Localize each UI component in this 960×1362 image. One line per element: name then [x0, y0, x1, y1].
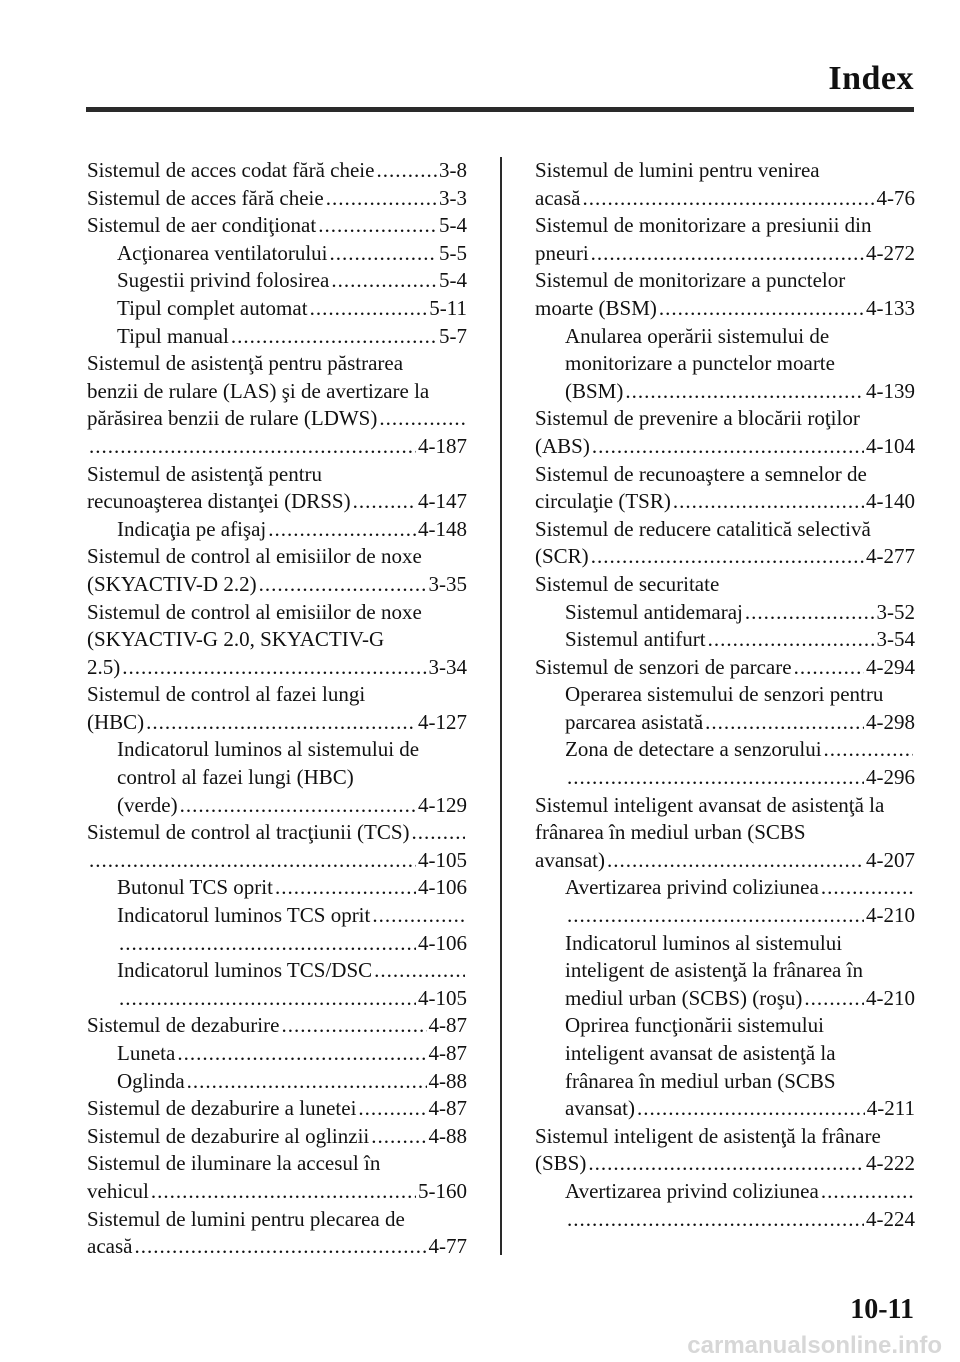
dot-leader	[231, 323, 437, 351]
index-entry	[535, 267, 915, 295]
page-reference: 3-8	[439, 158, 467, 182]
dot-leader	[151, 1178, 416, 1206]
index-subentry	[535, 764, 915, 792]
dot-leader	[372, 902, 465, 930]
header-rule	[86, 107, 914, 112]
index-entry	[535, 1123, 915, 1151]
page-reference: 4-105	[418, 985, 467, 1010]
dot-leader	[591, 543, 864, 571]
entry-text: Sistemul de control al emisiilor de noxe	[87, 544, 422, 569]
page-reference: 3-3	[439, 185, 467, 210]
entry-text: acasă	[535, 185, 581, 210]
page-reference: 4-210	[866, 985, 915, 1010]
entry-text: Sugestii privind folosirea	[117, 268, 330, 293]
index-entry	[535, 792, 915, 820]
index-entry	[535, 157, 915, 185]
dot-leader	[122, 654, 426, 682]
entry-text: frânarea în mediul urban (SCBS	[535, 820, 806, 845]
page-reference: 3-34	[428, 654, 467, 679]
page-reference: 4-224	[866, 1206, 915, 1231]
page-reference: 5-7	[439, 323, 467, 348]
entry-text: acasă	[87, 1234, 133, 1259]
dot-leader	[567, 902, 864, 930]
entry-text: (SBS)	[535, 1151, 587, 1176]
index-subentry	[535, 1068, 915, 1096]
entry-text: frânarea în mediul urban (SCBS	[565, 1068, 836, 1093]
page-reference: 4-88	[428, 1123, 467, 1148]
index-entry	[535, 405, 915, 433]
entry-text: Indicatorul luminos TCS oprit	[117, 903, 371, 928]
index-entry	[87, 1206, 467, 1234]
entry-text: (verde)	[117, 792, 178, 817]
dot-leader	[268, 516, 416, 544]
entry-text: Sistemul de lumini pentru venirea	[535, 158, 820, 182]
entry-text: Luneta	[117, 1041, 176, 1065]
dot-leader	[659, 295, 864, 323]
index-entry	[87, 819, 467, 847]
index-entry	[535, 433, 915, 461]
page-reference: 5-4	[439, 213, 467, 238]
entry-text: Acţionarea ventilatorului	[117, 240, 328, 265]
page-reference: 5-160	[418, 1178, 467, 1203]
page-reference: 3-54	[876, 627, 915, 652]
index-subentry	[87, 240, 467, 268]
page-reference: 4-294	[866, 654, 915, 679]
entry-text: benzii de rulare (LAS) şi de avertizare la	[87, 378, 430, 403]
index-subentry	[535, 1178, 915, 1206]
entry-text: Sistemul inteligent avansat de asistenţă la	[535, 792, 885, 817]
entry-text: Sistemul de acces fără cheie	[87, 185, 324, 210]
index-subentry	[535, 1206, 915, 1234]
index-entry	[87, 157, 467, 185]
dot-leader	[625, 378, 864, 406]
index-subentry	[87, 985, 467, 1013]
entry-text: inteligent de asistenţă la frânarea în	[565, 958, 863, 983]
page-reference: 4-148	[418, 516, 467, 541]
dot-leader	[89, 433, 416, 461]
entry-text: Sistemul inteligent de asistenţă la frânare	[535, 1123, 881, 1148]
page-reference: 4-104	[866, 433, 915, 458]
dot-leader	[588, 1150, 864, 1178]
index-entry	[535, 654, 915, 682]
index-entry	[87, 543, 467, 571]
dot-leader	[794, 654, 864, 682]
index-subentry	[535, 1095, 915, 1123]
page-reference: 4-87	[428, 1096, 467, 1121]
index-subentry	[535, 378, 915, 406]
dot-leader	[607, 847, 864, 875]
dot-leader	[310, 295, 428, 323]
page-reference: 3-35	[428, 571, 467, 596]
index-entry	[87, 599, 467, 627]
index-entry	[535, 543, 915, 571]
index-entry	[87, 185, 467, 213]
page-reference: 4-222	[866, 1151, 915, 1176]
entry-text: Sistemul de securitate	[535, 571, 720, 596]
index-entry	[87, 212, 467, 240]
dot-leader	[708, 626, 875, 654]
entry-text: Sistemul de dezaburire a lunetei	[87, 1096, 357, 1121]
entry-text: circulaţie (TSR)	[535, 489, 671, 514]
page-reference: 5-4	[439, 268, 467, 293]
index-entry	[87, 847, 467, 875]
entry-text: Sistemul de monitorizare a punctelor	[535, 268, 846, 293]
index-entry	[87, 1178, 467, 1206]
dot-leader	[119, 985, 416, 1013]
section-title: Index	[828, 60, 914, 97]
index-subentry	[535, 323, 915, 351]
page-reference: 4-207	[866, 847, 915, 872]
entry-text: (ABS)	[535, 433, 590, 458]
index-subentry	[87, 323, 467, 351]
entry-text: Sistemul de control al fazei lungi	[87, 682, 366, 707]
entry-text: control al fazei lungi (HBC)	[117, 765, 354, 790]
page-reference: 4-88	[428, 1068, 467, 1093]
index-subentry	[535, 626, 915, 654]
dot-leader	[259, 571, 427, 599]
entry-text: Sistemul de dezaburire	[87, 1013, 280, 1038]
page-reference: 4-187	[418, 433, 467, 458]
entry-text: (SKYACTIV-D 2.2)	[87, 571, 257, 596]
page-reference: 4-133	[866, 295, 915, 320]
entry-text: pneuri	[535, 240, 589, 265]
entry-text: (SCR)	[535, 544, 589, 569]
index-entry	[535, 847, 915, 875]
entry-text: Sistemul de senzori de parcare	[535, 654, 792, 679]
dot-leader	[371, 1123, 426, 1151]
dot-leader	[358, 1095, 426, 1123]
entry-text: Tipul manual	[117, 323, 229, 348]
index-entry	[87, 488, 467, 516]
page-reference: 4-87	[428, 1013, 467, 1038]
index-entry	[87, 461, 467, 489]
index-subentry	[535, 350, 915, 378]
column-divider	[500, 157, 502, 1255]
index-entry	[87, 1233, 467, 1261]
page-reference: 4-147	[418, 489, 467, 514]
page-reference: 4-106	[418, 875, 467, 900]
page-reference: 4-77	[428, 1234, 467, 1259]
entry-text: recunoaşterea distanţei (DRSS)	[87, 489, 351, 514]
page-reference: 4-296	[866, 765, 915, 790]
index-entry	[535, 819, 915, 847]
page-reference: 4-210	[866, 903, 915, 928]
entry-text: Zona de detectare a senzorului	[565, 737, 822, 762]
entry-text: vehicul	[87, 1178, 149, 1203]
entry-text: Oglinda	[117, 1068, 185, 1093]
page-reference: 4-272	[866, 240, 915, 265]
index-subentry	[535, 1012, 915, 1040]
index-subentry	[87, 874, 467, 902]
entry-text: Sistemul de asistenţă pentru păstrarea	[87, 351, 404, 376]
entry-text: Operarea sistemului de senzori pentru	[565, 682, 884, 707]
index-subentry	[87, 516, 467, 544]
index-column-right	[535, 157, 915, 1233]
dot-leader	[567, 764, 864, 792]
page-reference: 4-87	[428, 1041, 467, 1065]
entry-text: Sistemul de acces codat fără cheie	[87, 158, 375, 182]
index-subentry	[87, 930, 467, 958]
page-reference: 4-106	[418, 930, 467, 955]
page-reference: 4-105	[418, 847, 467, 872]
index-subentry	[535, 681, 915, 709]
dot-leader	[318, 212, 437, 240]
entry-text: avansat)	[535, 847, 605, 872]
page-reference: 4-211	[866, 1096, 915, 1121]
index-entry	[87, 709, 467, 737]
index-entry	[87, 1150, 467, 1178]
index-entry	[87, 681, 467, 709]
index-entry	[535, 212, 915, 240]
entry-text: (SKYACTIV-G 2.0, SKYACTIV-G	[87, 627, 385, 652]
index-entry	[87, 1095, 467, 1123]
index-entry	[535, 1150, 915, 1178]
page-reference: 4-298	[866, 709, 915, 734]
index-entry	[87, 1123, 467, 1151]
entry-text: Sistemul antifurt	[565, 627, 706, 652]
entry-text: Sistemul de recunoaştere a semnelor de	[535, 461, 867, 486]
index-entry	[535, 185, 915, 213]
dot-leader	[821, 1178, 913, 1206]
page-reference: 5-11	[429, 295, 467, 320]
index-entry	[87, 654, 467, 682]
index-subentry	[87, 736, 467, 764]
entry-text: monitorizare a punctelor moarte	[565, 351, 835, 376]
index-subentry	[535, 736, 915, 764]
dot-leader	[330, 240, 437, 268]
page-number: 10-11	[850, 1294, 914, 1325]
index-subentry	[535, 1040, 915, 1068]
page-reference: 4-76	[876, 185, 915, 210]
dot-leader	[281, 1012, 426, 1040]
index-subentry	[535, 930, 915, 958]
entry-text: inteligent avansat de asistenţă la	[565, 1041, 836, 1065]
index-entry	[535, 461, 915, 489]
index-subentry	[535, 957, 915, 985]
dot-leader	[705, 709, 864, 737]
entry-text: Sistemul de asistenţă pentru	[87, 461, 323, 486]
entry-text: Tipul complet automat	[117, 295, 308, 320]
dot-leader	[824, 736, 913, 764]
entry-text: Indicatorul luminos al sistemului	[565, 930, 843, 955]
dot-leader	[379, 405, 465, 433]
dot-leader	[376, 157, 437, 185]
index-entry	[87, 378, 467, 406]
dot-leader	[331, 267, 437, 295]
watermark: carmanualsonline.info	[687, 1332, 942, 1359]
dot-leader	[821, 874, 913, 902]
index-entry	[535, 516, 915, 544]
page-reference: 4-129	[418, 792, 467, 817]
index-entry	[87, 1012, 467, 1040]
page-reference: 4-127	[418, 709, 467, 734]
index-subentry	[87, 267, 467, 295]
index-entry	[87, 626, 467, 654]
entry-text: Oprirea funcţionării sistemului	[565, 1013, 824, 1038]
dot-leader	[637, 1095, 865, 1123]
dot-leader	[187, 1068, 427, 1096]
index-entry	[535, 240, 915, 268]
index-entry	[87, 571, 467, 599]
dot-leader	[591, 240, 864, 268]
dot-leader	[592, 433, 864, 461]
dot-leader	[374, 957, 465, 985]
entry-text: Anularea operării sistemului de	[565, 323, 830, 348]
index-subentry	[87, 764, 467, 792]
page-reference: 4-140	[866, 489, 915, 514]
entry-text: Indicatorul luminos al sistemului de	[117, 737, 420, 762]
entry-text: părăsirea benzii de rulare (LDWS)	[87, 406, 378, 431]
dot-leader	[180, 792, 416, 820]
index-subentry	[535, 709, 915, 737]
index-subentry	[87, 295, 467, 323]
dot-leader	[146, 709, 416, 737]
page-reference: 4-139	[866, 378, 915, 403]
index-entry	[535, 488, 915, 516]
page-reference: 3-52	[876, 599, 915, 624]
index-subentry	[87, 957, 467, 985]
dot-leader	[275, 874, 416, 902]
index-subentry	[535, 599, 915, 627]
entry-text: Sistemul de reducere catalitică selectivă	[535, 516, 871, 541]
entry-text: Indicaţia pe afişaj	[117, 516, 267, 541]
entry-text: avansat)	[565, 1096, 635, 1121]
index-entry	[87, 350, 467, 378]
entry-text: (BSM)	[565, 378, 624, 403]
index-subentry	[87, 1068, 467, 1096]
dot-leader	[673, 488, 864, 516]
dot-leader	[353, 488, 416, 516]
dot-leader	[582, 185, 874, 213]
entry-text: Sistemul de dezaburire al oglinzii	[87, 1123, 370, 1148]
index-entry	[87, 433, 467, 461]
dot-leader	[745, 599, 875, 627]
index-subentry	[535, 985, 915, 1013]
entry-text: (HBC)	[87, 709, 145, 734]
dot-leader	[119, 930, 416, 958]
index-column-left	[87, 157, 467, 1261]
entry-text: Butonul TCS oprit	[117, 875, 273, 900]
page-reference: 5-5	[439, 240, 467, 265]
dot-leader	[177, 1040, 426, 1068]
entry-text: Avertizarea privind coliziunea	[565, 1178, 819, 1203]
entry-text: moarte (BSM)	[535, 295, 657, 320]
index-subentry	[87, 1040, 467, 1068]
entry-text: Sistemul de control al tracţiunii (TCS)	[87, 820, 410, 845]
dot-leader	[567, 1206, 864, 1234]
entry-text: Sistemul de prevenire a blocării roţilor	[535, 406, 860, 431]
index-entry	[535, 295, 915, 323]
entry-text: Avertizarea privind coliziunea	[565, 875, 819, 900]
index-entry	[535, 571, 915, 599]
dot-leader	[326, 185, 437, 213]
entry-text: Sistemul antidemaraj	[565, 599, 743, 624]
index-subentry	[87, 792, 467, 820]
page-reference: 4-277	[866, 544, 915, 569]
index-subentry	[535, 902, 915, 930]
index-subentry	[535, 874, 915, 902]
entry-text: parcarea asistată	[565, 709, 704, 734]
dot-leader	[89, 847, 416, 875]
entry-text: mediul urban (SCBS) (roşu)	[565, 985, 803, 1010]
entry-text: Indicatorul luminos TCS/DSC	[117, 958, 373, 983]
dot-leader	[804, 985, 864, 1013]
entry-text: 2.5)	[87, 654, 121, 679]
entry-text: Sistemul de aer condiţionat	[87, 213, 317, 238]
index-entry	[87, 405, 467, 433]
dot-leader	[134, 1233, 426, 1261]
entry-text: Sistemul de control al emisiilor de noxe	[87, 599, 422, 624]
entry-text: Sistemul de monitorizare a presiunii din	[535, 213, 872, 238]
entry-text: Sistemul de iluminare la accesul în	[87, 1151, 381, 1176]
dot-leader	[412, 819, 465, 847]
index-subentry	[87, 902, 467, 930]
entry-text: Sistemul de lumini pentru plecarea de	[87, 1206, 405, 1231]
